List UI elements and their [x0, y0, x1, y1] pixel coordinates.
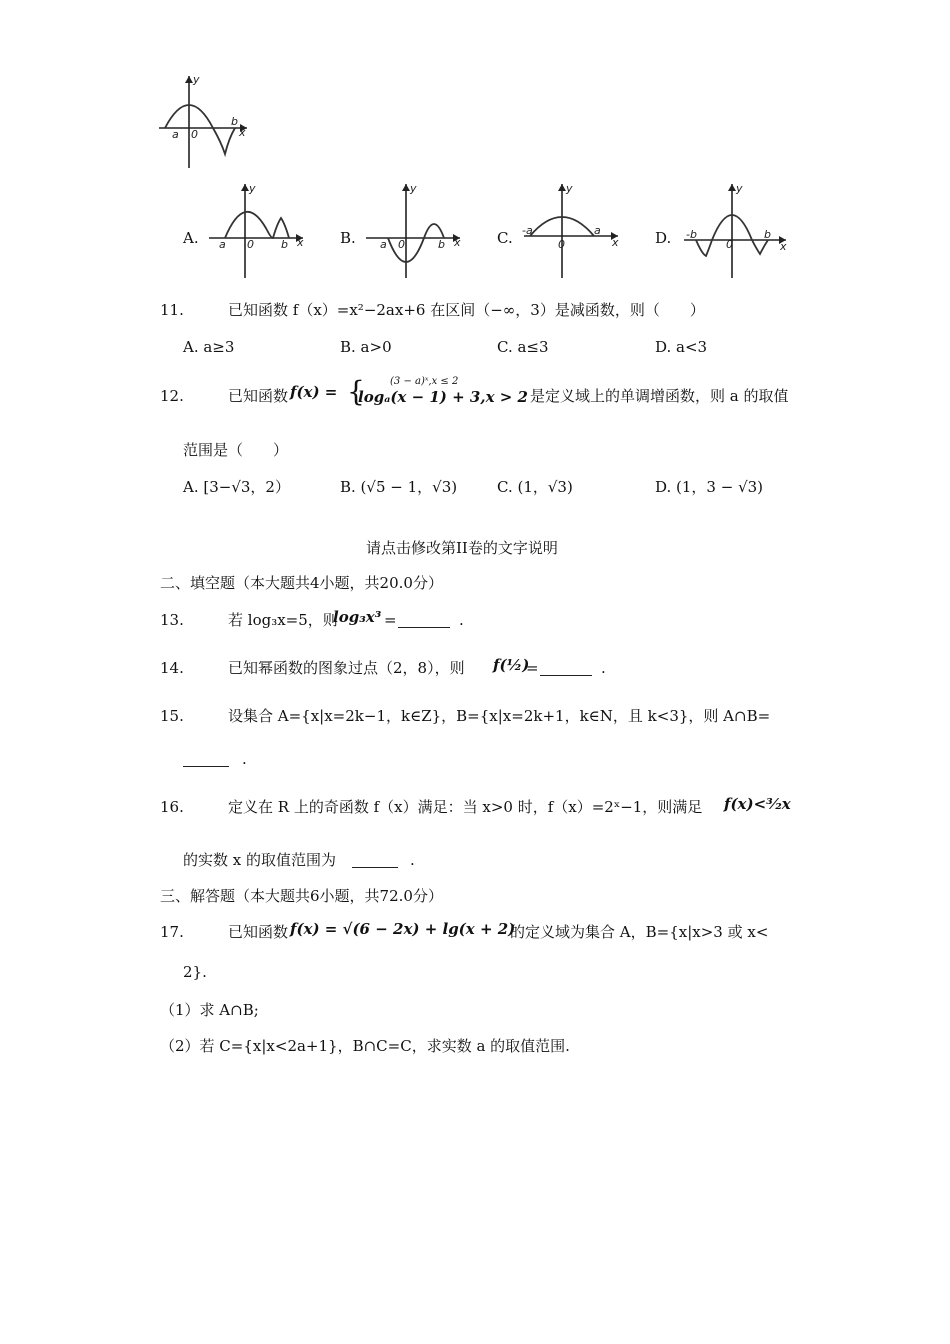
svg-text:y: y — [736, 182, 743, 195]
q16-number: 16. — [160, 798, 184, 816]
q17-number: 17. — [160, 923, 184, 941]
q15-text: 设集合 A={x|x=2k−1，k∈Z}，B={x|x=2k+1，k∈N，且 k<3}，则 A∩B= — [228, 707, 771, 725]
q17-post: 的定义域为集合 A，B={x|x>3 或 x< — [510, 923, 769, 941]
q14-expr: f(½) — [493, 656, 530, 674]
option-d-graph — [680, 180, 792, 282]
q13-answer-blank[interactable] — [398, 613, 450, 632]
q11-option-d: D. a<3 — [655, 338, 708, 356]
section-fill-in-title: 二、填空题（本大题共4小题，共20.0分） — [160, 574, 443, 592]
q13-number: 13. — [160, 611, 184, 629]
q12-option-b: B. (√5 − 1，√3) — [340, 478, 458, 496]
q16-line2: 的实数 x 的取值范围为 — [183, 851, 336, 869]
q12-line2: 范围是（ ） — [183, 441, 289, 459]
q12-prefix: 已知函数 — [228, 387, 289, 405]
option-b-graph — [362, 180, 467, 282]
svg-text:a: a — [380, 238, 387, 251]
q12-number: 12. — [160, 387, 184, 405]
svg-text:y: y — [249, 182, 256, 195]
q16-end: . — [410, 851, 415, 869]
option-a-graph — [205, 180, 310, 282]
svg-text:x: x — [297, 236, 304, 249]
q13-end: . — [459, 611, 464, 629]
svg-text:b: b — [438, 238, 445, 251]
q14-post: = — [526, 659, 539, 677]
option-c-label: C. — [497, 229, 513, 247]
given-b-label: b — [231, 115, 238, 128]
given-graph — [155, 72, 255, 172]
option-a-label: A. — [183, 229, 199, 247]
svg-text:y: y — [410, 182, 417, 195]
svg-text:0: 0 — [398, 238, 405, 251]
svg-text:0: 0 — [247, 238, 254, 251]
q17-expr: f(x) = √(6 − 2x) + lg(x + 2) — [290, 920, 516, 938]
q11-option-b: B. a>0 — [340, 338, 392, 356]
q17-line2: 2}. — [183, 963, 207, 981]
svg-text:0: 0 — [558, 238, 565, 251]
q11-option-c: C. a≤3 — [497, 338, 549, 356]
q11-text: 已知函数 f（x）=x²−2ax+6 在区间（−∞，3）是减函数，则（ ） — [228, 301, 705, 319]
given-y-label: y — [193, 73, 200, 86]
q14-number: 14. — [160, 659, 184, 677]
svg-text:x: x — [612, 236, 619, 249]
q17-part2: （2）若 C={x|x<2a+1}，B∩C=C，求实数 a 的取值范围. — [160, 1037, 570, 1055]
q15-answer-blank[interactable] — [183, 752, 229, 771]
q14-answer-blank[interactable] — [540, 661, 592, 680]
given-a-label: a — [172, 128, 179, 141]
q14-end: . — [601, 659, 606, 677]
svg-text:0: 0 — [726, 238, 733, 251]
q13-post: = — [384, 611, 397, 629]
svg-text:x: x — [454, 236, 461, 249]
q14-pre: 已知幂函数的图象过点（2，8），则 — [228, 659, 465, 677]
q15-number: 15. — [160, 707, 184, 725]
q11-option-a: A. a≥3 — [183, 338, 235, 356]
option-b-label: B. — [340, 229, 356, 247]
q12-option-c: C. (1，√3) — [497, 478, 573, 496]
svg-text:-a: -a — [522, 224, 533, 237]
svg-text:b: b — [281, 238, 288, 251]
q16-answer-blank[interactable] — [352, 853, 398, 872]
q13-expr: log₃x³ — [333, 608, 382, 626]
q12-piece1: (3 − a)ˣ,x ≤ 2 — [390, 376, 459, 387]
svg-text:-b: -b — [686, 228, 697, 241]
svg-text:a: a — [594, 224, 601, 237]
q13-pre: 若 log₃x=5，则 — [228, 611, 338, 629]
svg-text:b: b — [764, 228, 771, 241]
q12-piece2: logₐ(x − 1) + 3,x > 2 — [358, 388, 528, 406]
q16-expr: f(x)<³⁄₂x — [724, 795, 791, 813]
given-x-label: x — [239, 126, 246, 139]
part2-note[interactable]: 请点击修改第II卷的文字说明 — [366, 539, 558, 557]
q15-end: . — [242, 750, 247, 768]
option-d-label: D. — [655, 229, 672, 247]
q12-fx: f(x) = — [290, 383, 338, 401]
q12-brace: { — [347, 375, 365, 408]
q12-suffix: 是定义域上的单调增函数，则 a 的取值 — [530, 387, 789, 405]
option-c-graph — [520, 180, 625, 282]
svg-text:y: y — [566, 182, 573, 195]
svg-text:x: x — [780, 240, 787, 253]
q12-option-a: A. [3−√3，2） — [183, 478, 290, 496]
q16-text: 定义在 R 上的奇函数 f（x）满足：当 x>0 时，f（x）=2ˣ−1，则满足 — [228, 798, 703, 816]
q11-number: 11. — [160, 301, 184, 319]
svg-text:a: a — [219, 238, 226, 251]
q17-pre: 已知函数 — [228, 923, 289, 941]
q17-part1: （1）求 A∩B; — [160, 1001, 259, 1019]
q12-option-d: D. (1，3 − √3) — [655, 478, 764, 496]
section-answer-title: 三、解答题（本大题共6小题，共72.0分） — [160, 887, 443, 905]
given-zero-label: 0 — [191, 128, 198, 141]
